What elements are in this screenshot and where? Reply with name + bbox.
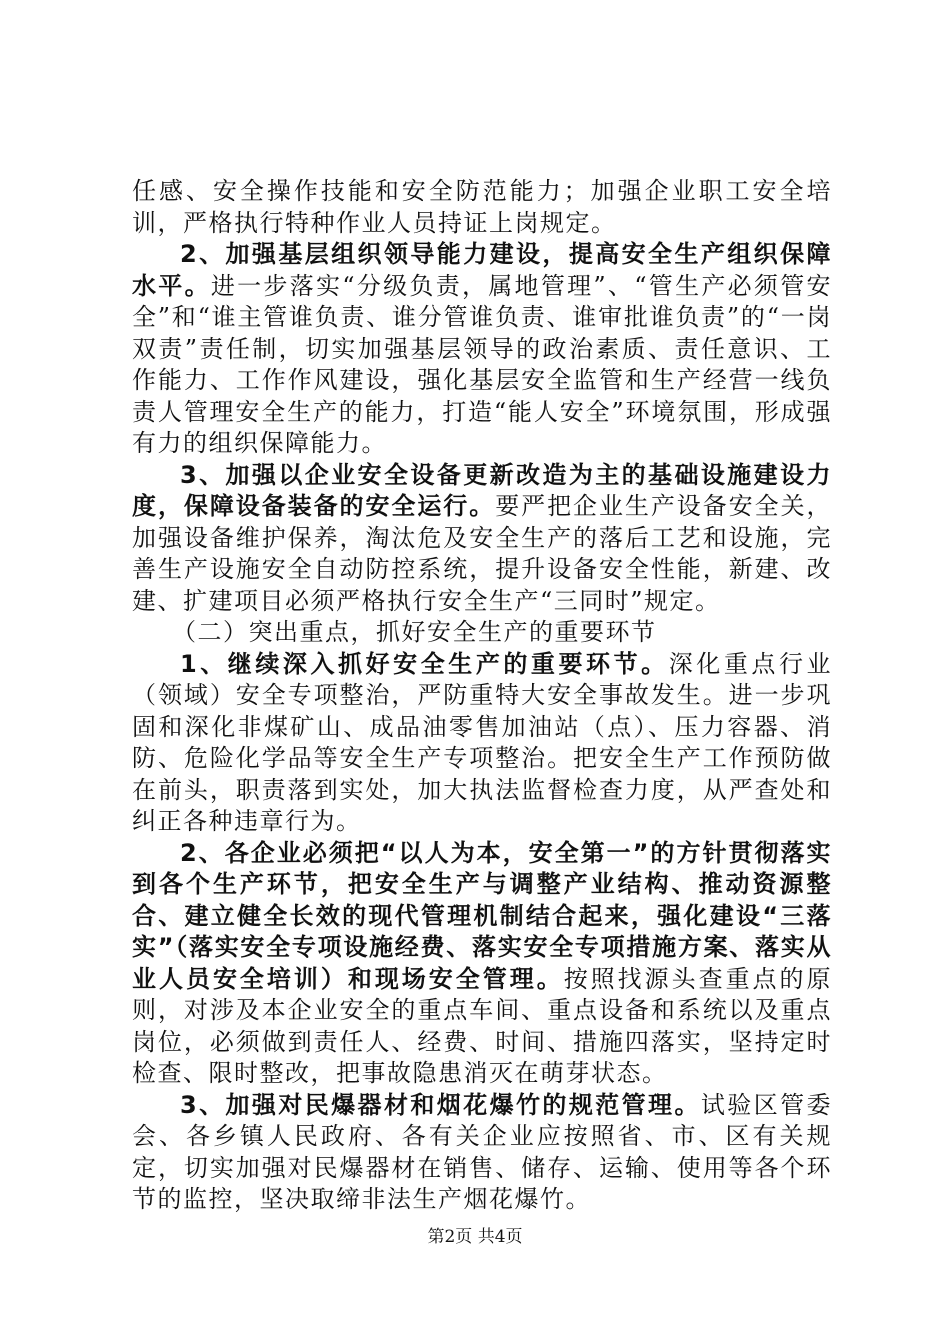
- paragraph-lead: 2、加强基层组织领导能力建设，提高安全生产组织保障水平。: [132, 240, 832, 300]
- paragraph-text: 按照找源头查重点的原则，对涉及本企业安全的重点车间、重点设备和系统以及重点岗位，必须做到责任人、经费、时间、措施四落实，坚持定时检查、限时整改，把事故隐患消灭在萌芽状态。: [132, 964, 833, 1087]
- section-heading-text: （二）突出重点，抓好安全生产的重要环节: [172, 618, 657, 646]
- paragraph-text: 任感、安全操作技能和安全防范能力；加强企业职工安全培训，严格执行特种作业人员持证上岗规定。: [132, 177, 832, 237]
- paragraph-2-enterprises: [132, 838, 832, 1090]
- page-footer: 第2页 共4页: [427, 1227, 523, 1247]
- paragraph-2-organization: [132, 239, 832, 460]
- paragraph-text: 深化重点行业（领域）安全专项整治，严防重特大安全事故发生。进一步巩固和深化非煤矿山、成品油零售加油站（点）、压力容器、消防、危险化学品等安全生产专项整治。把安全生产工作预防做在前头，职责落到实处，加大执法监督检查力度，从严查处和纠正各种违章行为。: [132, 649, 833, 835]
- document-body: [132, 176, 832, 1216]
- paragraph-3-explosives: [132, 1090, 832, 1216]
- paragraph-lead: 1、继续深入抓好安全生产的重要环节。: [180, 649, 669, 678]
- paragraph-text: 要严把企业生产设备安全关，加强设备维护保养，淘汰危及安全生产的落后工艺和设施，完善生产设施安全自动防控系统，提升设备安全性能，新建、改建、扩建项目必须严格执行安全生产“三同时”规定。: [132, 492, 833, 615]
- paragraph-lead: 3、加强对民爆器材和烟花爆竹的规范管理。: [180, 1090, 701, 1119]
- section-heading: [132, 617, 832, 649]
- paragraph-lead: 3、加强以企业安全设备更新改造为主的基础设施建设力度，保障设备装备的安全运行。: [132, 460, 832, 520]
- paragraph-lead: 2、各企业必须把“以人为本，安全第一”的方针贯彻落实到各个生产环节，把安全生产与调整产业结构、推动资源整合、建立健全长效的现代管理机制结合起来，强化建设“三落实”（落实安全专项设施经费、落实安全专项措施方案、落实从业人员安全培训）和现场安全管理。: [132, 838, 832, 993]
- paragraph-continuation: [132, 176, 832, 239]
- paragraph-1-key-links: [132, 649, 832, 838]
- paragraph-text: 进一步落实“分级负责，属地管理”、“管生产必须管安全”和“谁主管谁负责、谁分管谁负责、谁审批谁负责”的“一岗双责”责任制，切实加强基层领导的政治素质、责任意识、工作能力、工作作风建设，强化基层安全监管和生产经营一线负责人管理安全生产的能力，打造“能人安全”环境氛围，形成强有力的组织保障能力。: [132, 271, 832, 457]
- paragraph-text: 试验区管委会、各乡镇人民政府、各有关企业应按照省、市、区有关规定，切实加强对民爆器材在销售、储存、运输、使用等各个环节的监控，坚决取缔非法生产烟花爆竹。: [132, 1090, 833, 1213]
- paragraph-3-infrastructure: [132, 460, 832, 618]
